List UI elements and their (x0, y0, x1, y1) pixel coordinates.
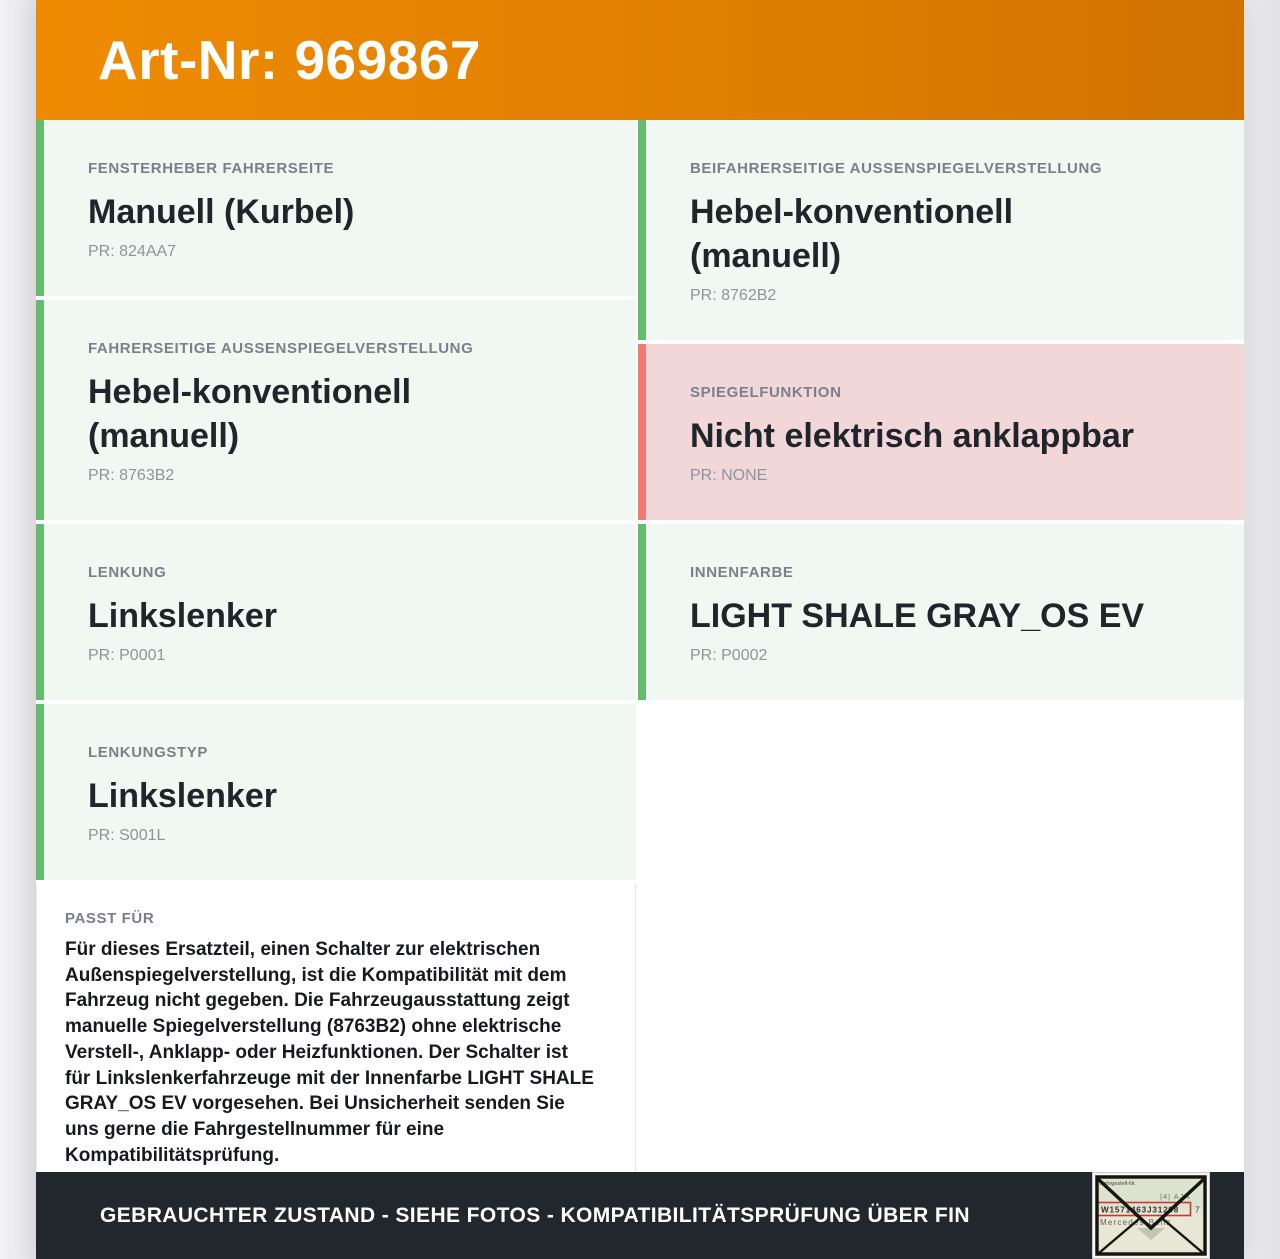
attributes-column-left (36, 120, 636, 1172)
fin-envelope-stamp-image (1092, 1172, 1210, 1259)
page-title: Art-Nr: 969867 (98, 29, 482, 91)
attributes-column-right (638, 120, 1244, 1172)
attribute-pr-code: PR: 8762B2 (690, 287, 777, 304)
attribute-value: Nicht elektrisch anklappbar (690, 417, 1135, 455)
passt-fuer-section (36, 884, 636, 1172)
passt-fuer-label: PASST FÜR (65, 910, 155, 927)
stamp-doc-label: Fahrgestell-Nr. (1100, 1181, 1137, 1187)
stamp-brand-text: Mercedes-Benz (1100, 1218, 1172, 1227)
attribute-pr-code: PR: NONE (690, 467, 768, 484)
attribute-card-beifahrerseitige-spiegel (638, 120, 1244, 340)
footer-banner (36, 1172, 1244, 1259)
attribute-label: LENKUNGSTYP (88, 744, 208, 761)
attribute-pr-code: PR: 824AA7 (88, 243, 177, 260)
header (36, 0, 1244, 120)
attribute-value: Linkslenker (88, 777, 277, 815)
listing-card (36, 0, 1244, 1259)
attribute-card-spiegelfunktion-error (638, 344, 1244, 520)
footer-text: GEBRAUCHTER ZUSTAND - SIEHE FOTOS - KOMPATIBILITÄTSPRÜFUNG ÜBER FIN (100, 1203, 970, 1227)
empty-area (638, 704, 1244, 1172)
attribute-card-fensterheber (36, 120, 636, 296)
attribute-pr-code: PR: P0001 (88, 647, 166, 664)
attribute-label: LENKUNG (88, 564, 167, 581)
attribute-label: BEIFAHRERSEITIGE AUSSENSPIEGELVERSTELLUNG (690, 160, 1103, 177)
passt-fuer-text: Für dieses Ersatzteil, einen Schalter zur elektrischen Außenspiegelverstellung, ist die Kompatibilität mit dem Fahrzeug nicht gegeben. Die Fahrzeugausstattung zeigt manuelle Spiegelverstellung (8763B2) ohne elektrische Verstell-, Anklapp- oder Heizfunktionen. Der Schalter ist für Linkslenkerfahrzeuge mit der Innenfarbe LIGHT SHALE GRAY_OS EV vorgesehen. Bei Unsicherheit senden Sie uns gerne die Fahrgestellnummer für eine Kompatibilitätsprüfung. (65, 939, 594, 1166)
stamp-vin-text: W1571463J31298 (1101, 1205, 1180, 1215)
attribute-pr-code: PR: 8763B2 (88, 467, 175, 484)
attribute-value: Manuell (Kurbel) (88, 193, 355, 231)
stamp-doc-row: |4| AJA (1160, 1192, 1191, 1201)
attribute-value: LIGHT SHALE GRAY_OS EV (690, 597, 1145, 635)
attribute-pr-code: PR: S001L (88, 827, 166, 844)
stamp-vin-suffix: 7 (1195, 1205, 1200, 1215)
attribute-label: SPIEGELFUNKTION (690, 384, 842, 401)
attribute-value: Hebel-konventionell (manuell) (88, 373, 412, 455)
attribute-pr-code: PR: P0002 (690, 647, 768, 664)
attribute-card-lenkung (36, 524, 636, 700)
attribute-label: FAHRERSEITIGE AUSSENSPIEGELVERSTELLUNG (88, 340, 474, 357)
attribute-value: Linkslenker (88, 597, 277, 635)
attributes-grid (36, 120, 1244, 1172)
attribute-label: FENSTERHEBER FAHRERSEITE (88, 160, 335, 177)
attribute-value: Hebel-konventionell (manuell) (690, 193, 1014, 275)
attribute-label: INNENFARBE (690, 564, 794, 581)
attribute-card-lenkungstyp (36, 704, 636, 880)
attribute-card-innenfarbe (638, 524, 1244, 700)
attribute-card-fahrerseitige-spiegel (36, 300, 636, 520)
